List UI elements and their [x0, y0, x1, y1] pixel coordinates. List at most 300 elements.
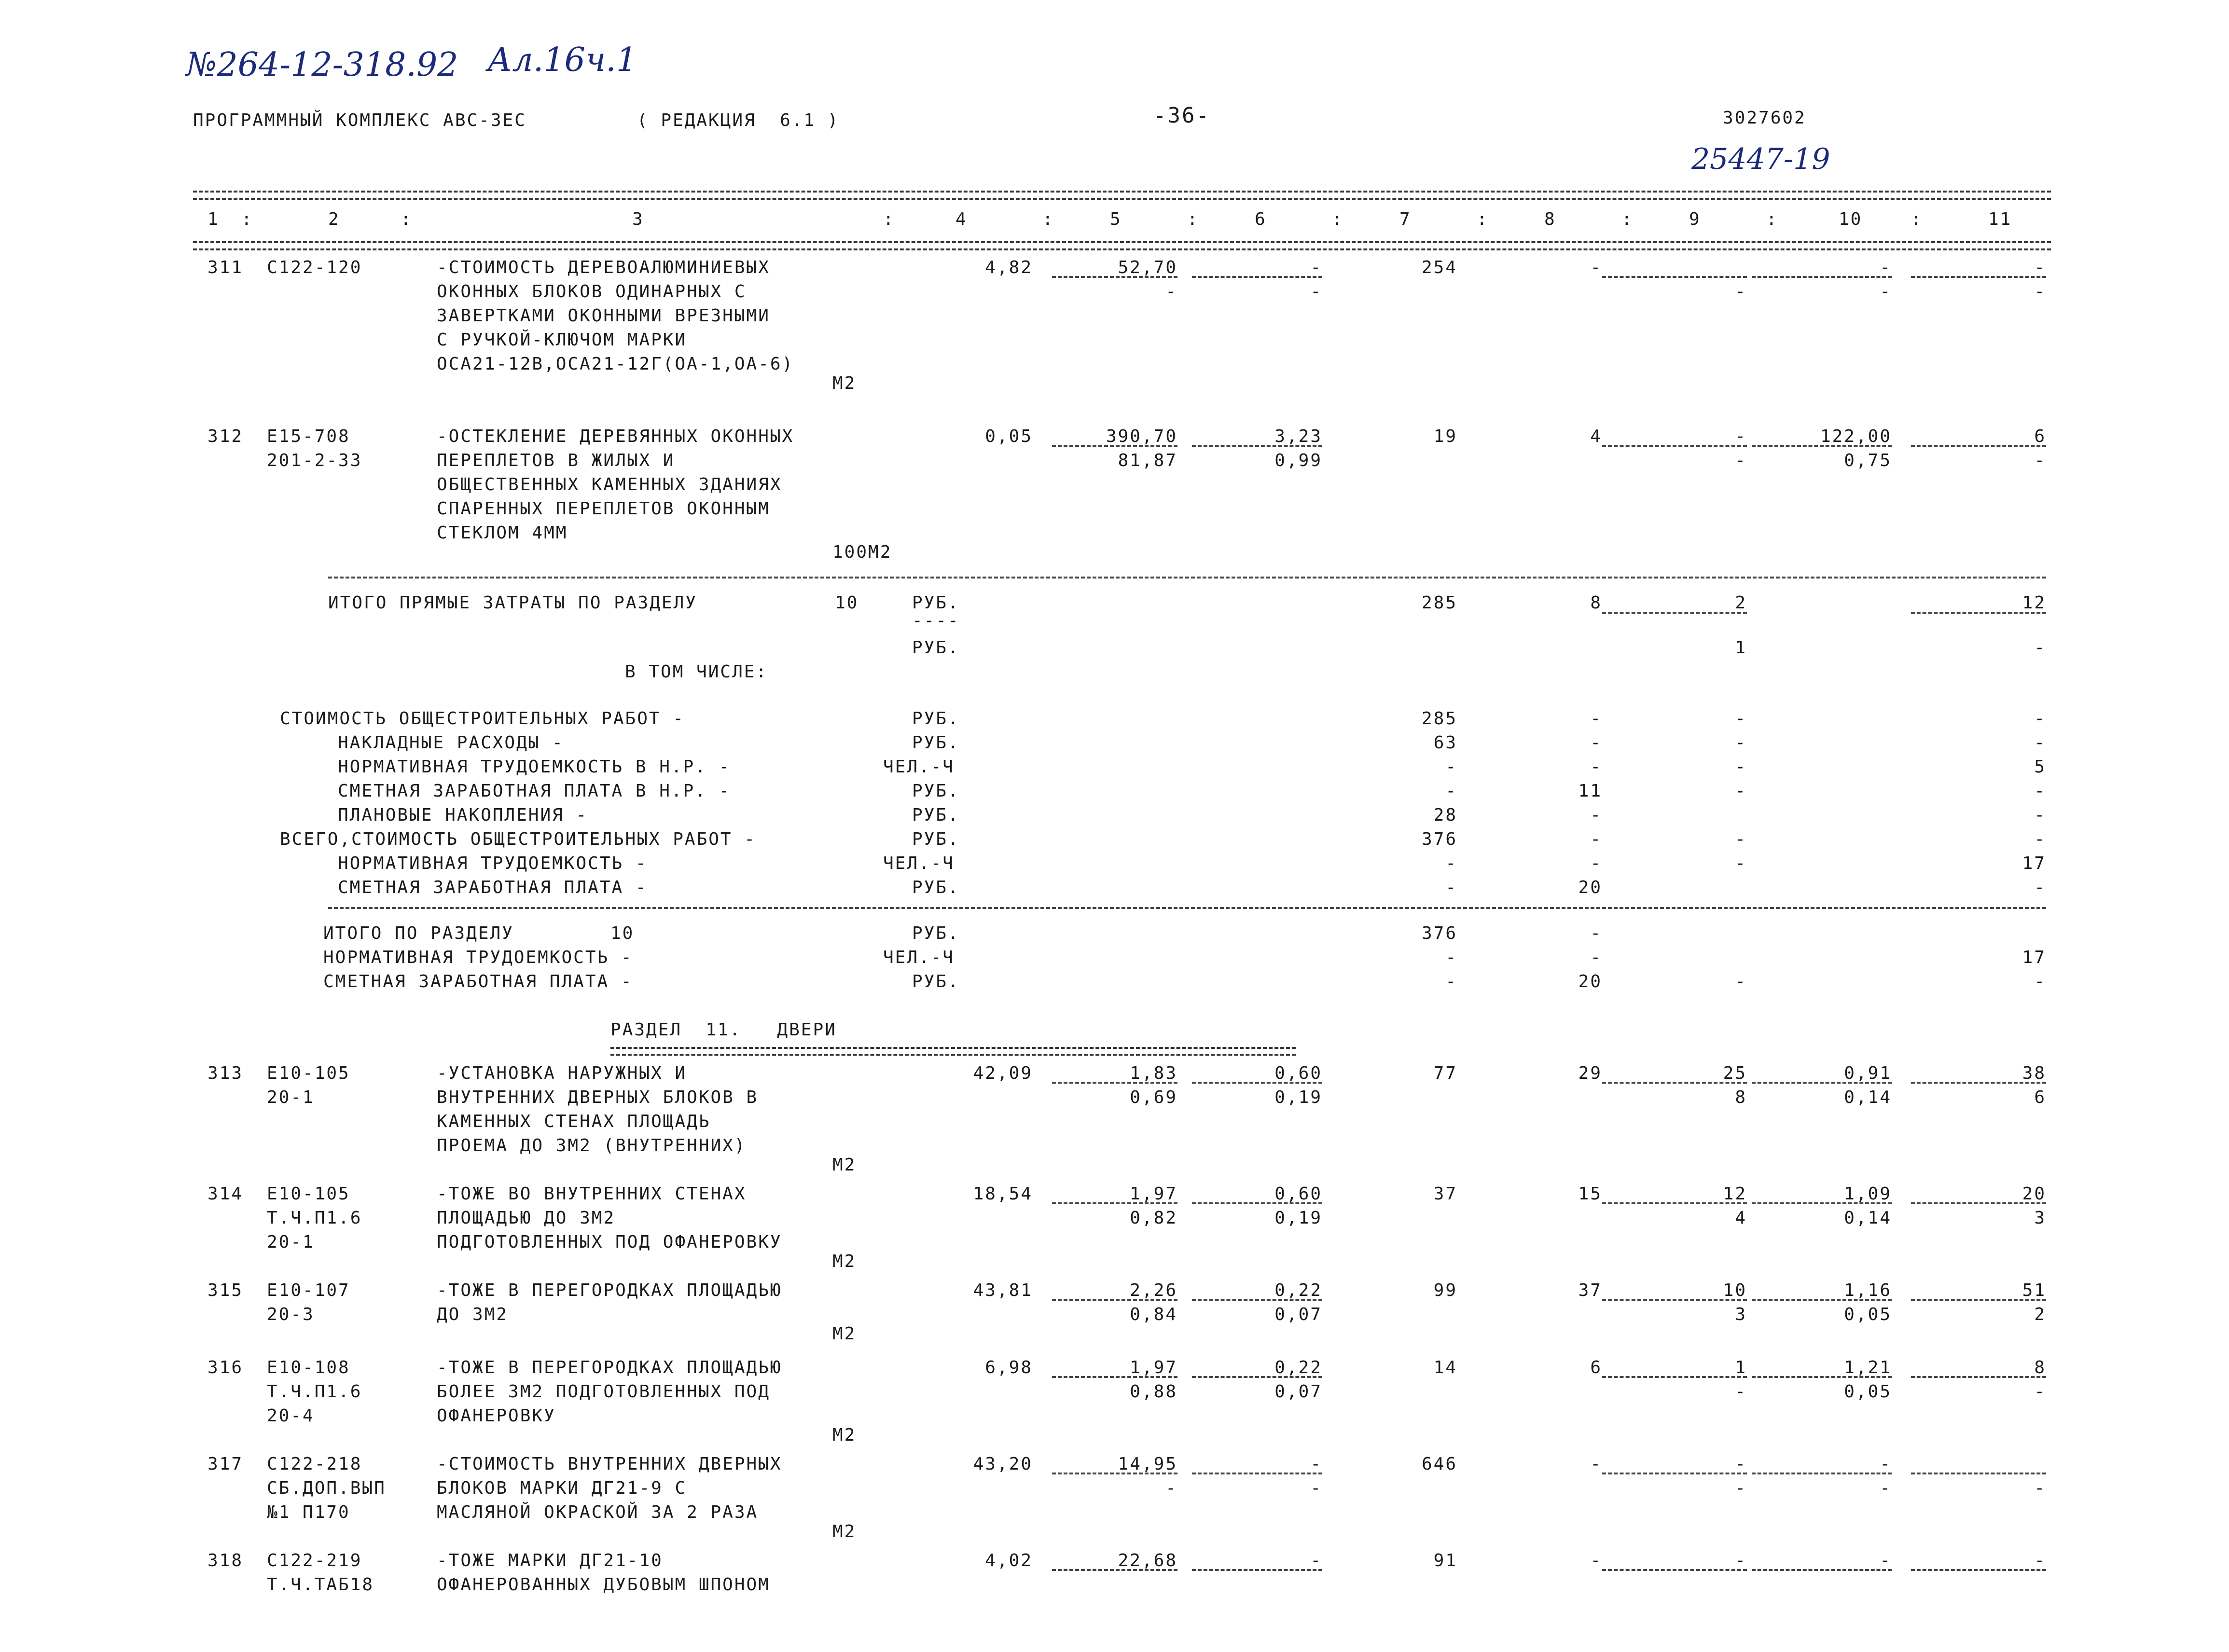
- summary-line-total-cost: -: [1445, 781, 1457, 801]
- item-313-code: Е10-105: [267, 1063, 350, 1083]
- item-316-wages: 6: [1590, 1358, 1602, 1377]
- item-316-description: -ТОЖЕ В ПЕРЕГОРОДКАХ ПЛОЩАДЬЮ: [437, 1358, 782, 1377]
- item-312-total-cost: 19: [1433, 427, 1457, 446]
- item-312-sub-rule: [1911, 445, 2046, 447]
- item-313-sub-rule: [1752, 1082, 1892, 1084]
- item-311-labor-machine-unit: -: [1880, 282, 1892, 302]
- item-312-code: Е15-708: [267, 427, 350, 446]
- item-318-sub-rule: [1602, 1569, 1747, 1571]
- item-315-sub-rule: [1052, 1299, 1177, 1301]
- item-312-labor-machine-unit: 0,75: [1844, 451, 1892, 470]
- section-title-underline: [610, 1047, 1296, 1056]
- summary-line-machine: -: [1735, 854, 1747, 873]
- section-total-cost: -: [1445, 972, 1457, 991]
- summary-line-label: ВСЕГО,СТОИМОСТЬ ОБЩЕСТРОИТЕЛЬНЫХ РАБОТ -: [280, 829, 756, 849]
- totals-unit-divider: ----: [912, 611, 960, 631]
- item-317-sub-rule: [1911, 1473, 2046, 1474]
- totals-rule: [328, 577, 2046, 578]
- item-314-number: 314: [208, 1184, 244, 1204]
- totals-machine: 2: [1735, 593, 1747, 613]
- summary-line-label: НОРМАТИВНАЯ ТРУДОЕМКОСТЬ -: [338, 854, 648, 873]
- item-317-sub-rule: [1052, 1473, 1177, 1474]
- summary-line-machine: -: [1735, 757, 1747, 777]
- item-312-machine-wage: 0,99: [1274, 451, 1322, 470]
- item-314-machine-wage-total: 4: [1735, 1208, 1747, 1228]
- item-313-description: -УСТАНОВКА НАРУЖНЫХ И: [437, 1063, 687, 1083]
- item-317-labor-machine-total: -: [2034, 1478, 2046, 1498]
- item-311-labor-unit: -: [1880, 258, 1892, 277]
- item-316-unit: М2: [832, 1425, 857, 1445]
- item-318-wages: -: [1590, 1551, 1602, 1570]
- item-311-description: -СТОИМОСТЬ ДЕРЕВОАЛЮМИНИЕВЫХ: [437, 258, 770, 277]
- section-total-cost: 376: [1421, 923, 1457, 943]
- summary-line-unit: РУБ.: [912, 829, 960, 849]
- item-314-total-cost: 37: [1433, 1184, 1457, 1204]
- item-313-description: ПРОЕМА ДО 3М2 (ВНУТРЕННИХ): [437, 1136, 747, 1156]
- item-317-machine-wage-total: -: [1735, 1478, 1747, 1498]
- section-total-rule: [328, 907, 2046, 909]
- item-311-description: С РУЧКОЙ-КЛЮЧОМ МАРКИ: [437, 330, 687, 350]
- item-312-wages: 4: [1590, 427, 1602, 446]
- item-317-code: СБ.ДОП.ВЫП: [267, 1478, 386, 1498]
- item-312-description: СТЕКЛОМ 4ММ: [437, 523, 568, 543]
- item-312-quantity: 0,05: [985, 427, 1033, 446]
- summary-line-total-cost: -: [1445, 878, 1457, 897]
- summary-line-label: ПЛАНОВЫЕ НАКОПЛЕНИЯ -: [338, 805, 588, 825]
- item-316-machine-wage-total: -: [1735, 1382, 1747, 1402]
- summary-line-label: СТОИМОСТЬ ОБЩЕСТРОИТЕЛЬНЫХ РАБОТ -: [280, 709, 685, 729]
- item-314-code: Е10-105: [267, 1184, 350, 1204]
- section-total-label: НОРМАТИВНАЯ ТРУДОЕМКОСТЬ -: [323, 948, 633, 967]
- column-header-1: 1: [208, 209, 220, 229]
- summary-line-unit: ЧЕЛ.-Ч: [883, 757, 955, 777]
- summary-line-unit: РУБ.: [912, 878, 960, 897]
- section-total-labor: -: [2034, 972, 2046, 991]
- item-317-machine-total: -: [1735, 1454, 1747, 1474]
- summary-line-wages: -: [1590, 709, 1602, 729]
- item-314-quantity: 18,54: [973, 1184, 1033, 1204]
- item-312-sub-rule: [1052, 445, 1177, 447]
- summary-line-wages: 20: [1578, 878, 1602, 897]
- item-312-sub-rule: [1602, 445, 1747, 447]
- item-317-machine-wage: -: [1310, 1478, 1322, 1498]
- section-title: РАЗДЕЛ 11. ДВЕРИ: [610, 1020, 837, 1040]
- item-316-labor-unit: 1,21: [1844, 1358, 1892, 1377]
- item-316-labor-machine-unit: 0,05: [1844, 1382, 1892, 1402]
- item-317-description: МАСЛЯНОЙ ОКРАСКОЙ ЗА 2 РАЗА: [437, 1502, 759, 1522]
- section-total-unit: РУБ.: [912, 972, 960, 991]
- summary-line-labor: -: [2034, 781, 2046, 801]
- document-code: 3027602: [1723, 108, 1806, 128]
- item-316-labor-machine-total: -: [2034, 1382, 2046, 1402]
- item-311-description: ЗАВЕРТКАМИ ОКОННЫМИ ВРЕЗНЫМИ: [437, 306, 770, 326]
- item-312-unit-cost: 390,70: [1106, 427, 1177, 446]
- item-313-total-cost: 77: [1433, 1063, 1457, 1083]
- item-318-unit-cost: 22,68: [1118, 1551, 1177, 1570]
- item-313-sub-rule: [1052, 1082, 1177, 1084]
- summary-line-labor: 17: [2022, 854, 2046, 873]
- summary-line-machine: -: [1735, 829, 1747, 849]
- item-313-labor-unit: 0,91: [1844, 1063, 1892, 1083]
- item-314-description: ПОДГОТОВЛЕННЫХ ПОД ОФАНЕРОВКУ: [437, 1232, 782, 1252]
- item-315-labor-total: 51: [2022, 1280, 2046, 1300]
- item-311-quantity: 4,82: [985, 258, 1033, 277]
- item-313-labor-machine-total: 6: [2034, 1088, 2046, 1107]
- totals-unit: РУБ.: [912, 593, 960, 613]
- column-header-3: 3: [632, 209, 644, 229]
- item-314-wages: 15: [1578, 1184, 1602, 1204]
- summary-line-wages: -: [1590, 854, 1602, 873]
- item-315-wages: 37: [1578, 1280, 1602, 1300]
- item-318-description: ОФАНЕРОВАННЫХ ДУБОВЫМ ШПОНОМ: [437, 1575, 770, 1595]
- including-heading: В ТОМ ЧИСЛЕ:: [625, 662, 768, 682]
- item-318-sub-rule: [1052, 1569, 1177, 1571]
- summary-line-wages: -: [1590, 733, 1602, 753]
- summary-line-total-cost: 376: [1421, 829, 1457, 849]
- item-315-quantity: 43,81: [973, 1280, 1033, 1300]
- item-313-sub-rule: [1602, 1082, 1747, 1084]
- column-header-5: 5: [1110, 209, 1122, 229]
- column-divider: :: [883, 209, 895, 229]
- item-316-sub-rule: [1602, 1376, 1747, 1378]
- item-311-unit-wage: -: [1165, 282, 1177, 302]
- item-316-sub-rule: [1752, 1376, 1892, 1378]
- item-312-unit: 100М2: [832, 542, 892, 562]
- item-313-machine-total: 25: [1723, 1063, 1747, 1083]
- item-312-labor-unit: 122,00: [1820, 427, 1892, 446]
- item-311-sub-rule: [1192, 276, 1322, 278]
- item-312-code: 201-2-33: [267, 451, 362, 470]
- item-311-unit-cost: 52,70: [1118, 258, 1177, 277]
- item-313-labor-machine-unit: 0,14: [1844, 1088, 1892, 1107]
- column-divider: :: [1911, 209, 1923, 229]
- top-rule-2: [193, 198, 2051, 200]
- column-divider: :: [1766, 209, 1778, 229]
- item-318-number: 318: [208, 1551, 244, 1570]
- column-divider: :: [401, 209, 413, 229]
- item-311-sub-rule: [1911, 276, 2046, 278]
- item-311-description: ОСА21-12В,ОСА21-12Г(ОА-1,ОА-6): [437, 354, 794, 374]
- item-318-sub-rule: [1752, 1569, 1892, 1571]
- item-318-description: -ТОЖЕ МАРКИ ДГ21-10: [437, 1551, 663, 1570]
- header-rule-2: [193, 248, 2051, 250]
- item-311-code: С122-120: [267, 258, 362, 277]
- item-316-labor-total: 8: [2034, 1358, 2046, 1377]
- item-318-labor-total: -: [2034, 1551, 2046, 1570]
- column-header-10: 10: [1839, 209, 1863, 229]
- handwritten-album: Ал.16ч.1: [487, 41, 637, 79]
- program-edition: ( РЕДАКЦИЯ 6.1 ): [637, 110, 840, 130]
- item-314-machine-cost: 0,60: [1274, 1184, 1322, 1204]
- item-315-unit-wage: 0,84: [1130, 1305, 1177, 1324]
- item-313-unit-wage: 0,69: [1130, 1088, 1177, 1107]
- item-315-labor-unit: 1,16: [1844, 1280, 1892, 1300]
- item-318-sub-rule: [1192, 1569, 1322, 1571]
- item-317-number: 317: [208, 1454, 244, 1474]
- item-318-machine-total: -: [1735, 1551, 1747, 1570]
- summary-line-total-cost: 28: [1433, 805, 1457, 825]
- item-315-code: 20-3: [267, 1305, 315, 1324]
- item-315-machine-total: 10: [1723, 1280, 1747, 1300]
- summary-line-wages: -: [1590, 757, 1602, 777]
- summary-line-labor: -: [2034, 805, 2046, 825]
- item-317-sub-rule: [1602, 1473, 1747, 1474]
- item-317-unit-cost: 14,95: [1118, 1454, 1177, 1474]
- item-314-unit-cost: 1,97: [1130, 1184, 1177, 1204]
- summary-line-label: СМЕТНАЯ ЗАРАБОТНАЯ ПЛАТА В Н.Р. -: [338, 781, 731, 801]
- item-315-unit: М2: [832, 1324, 857, 1344]
- item-313-sub-rule: [1911, 1082, 2046, 1084]
- item-314-unit: М2: [832, 1252, 857, 1271]
- item-313-code: 20-1: [267, 1088, 315, 1107]
- item-318-labor-unit: -: [1880, 1551, 1892, 1570]
- section-total-unit: ЧЕЛ.-Ч: [883, 948, 955, 967]
- item-315-total-cost: 99: [1433, 1280, 1457, 1300]
- item-317-code: С122-218: [267, 1454, 362, 1474]
- totals-sub-rule: [1602, 612, 1747, 614]
- column-header-6: 6: [1255, 209, 1267, 229]
- item-314-labor-total: 20: [2022, 1184, 2046, 1204]
- item-318-machine-cost: -: [1310, 1551, 1322, 1570]
- item-317-sub-rule: [1192, 1473, 1322, 1474]
- item-311-number: 311: [208, 258, 244, 277]
- section-total-label: ИТОГО ПО РАЗДЕЛУ: [323, 923, 514, 943]
- column-header-8: 8: [1544, 209, 1556, 229]
- summary-line-unit: РУБ.: [912, 781, 960, 801]
- item-314-unit-wage: 0,82: [1130, 1208, 1177, 1228]
- item-316-sub-rule: [1911, 1376, 2046, 1378]
- item-312-machine-wage-total: -: [1735, 451, 1747, 470]
- item-312-number: 312: [208, 427, 244, 446]
- item-314-description: ПЛОЩАДЬЮ ДО 3М2: [437, 1208, 616, 1228]
- summary-line-wages: 11: [1578, 781, 1602, 801]
- item-314-machine-total: 12: [1723, 1184, 1747, 1204]
- item-313-machine-cost: 0,60: [1274, 1063, 1322, 1083]
- summary-line-labor: -: [2034, 733, 2046, 753]
- totals-sub-rule: [1911, 612, 2046, 614]
- summary-line-labor: -: [2034, 829, 2046, 849]
- section-total-labor: 17: [2022, 948, 2046, 967]
- column-divider: :: [1332, 209, 1344, 229]
- item-316-quantity: 6,98: [985, 1358, 1033, 1377]
- totals-labor: 12: [2022, 593, 2046, 613]
- item-312-description: ОБЩЕСТВЕННЫХ КАМЕННЫХ ЗДАНИЯХ: [437, 475, 782, 495]
- item-312-description: ПЕРЕПЛЕТОВ В ЖИЛЫХ И: [437, 451, 675, 470]
- column-divider: :: [1042, 209, 1054, 229]
- item-318-sub-rule: [1911, 1569, 2046, 1571]
- summary-line-wages: -: [1590, 829, 1602, 849]
- column-divider: :: [1187, 209, 1199, 229]
- item-317-machine-cost: -: [1310, 1454, 1322, 1474]
- item-316-code: Т.Ч.П1.6: [267, 1382, 362, 1402]
- section-total-wages: 20: [1578, 972, 1602, 991]
- top-rule: [193, 191, 2051, 193]
- item-315-description: ДО 3М2: [437, 1305, 509, 1324]
- item-315-number: 315: [208, 1280, 244, 1300]
- item-314-code: 20-1: [267, 1232, 315, 1252]
- item-315-description: -ТОЖЕ В ПЕРЕГОРОДКАХ ПЛОЩАДЬЮ: [437, 1280, 782, 1300]
- item-314-sub-rule: [1911, 1202, 2046, 1204]
- summary-line-total-cost: -: [1445, 757, 1457, 777]
- item-316-description: ОФАНЕРОВКУ: [437, 1406, 556, 1426]
- item-312-labor-machine-total: -: [2034, 451, 2046, 470]
- summary-line-labor: -: [2034, 709, 2046, 729]
- item-312-machine-total: -: [1735, 427, 1747, 446]
- section-total-wages: -: [1590, 923, 1602, 943]
- item-317-unit: М2: [832, 1522, 857, 1542]
- column-divider: :: [1477, 209, 1489, 229]
- program-name: ПРОГРАММНЫЙ КОМПЛЕКС АВС-3ЕС: [193, 110, 526, 130]
- totals-section-number: 10: [835, 593, 859, 613]
- summary-line-total-cost: 63: [1433, 733, 1457, 753]
- item-317-labor-machine-unit: -: [1880, 1478, 1892, 1498]
- item-316-number: 316: [208, 1358, 244, 1377]
- item-314-sub-rule: [1192, 1202, 1322, 1204]
- totals-wages: 8: [1590, 593, 1602, 613]
- item-313-wages: 29: [1578, 1063, 1602, 1083]
- item-313-sub-rule: [1192, 1082, 1322, 1084]
- item-317-description: БЛОКОВ МАРКИ ДГ21-9 С: [437, 1478, 687, 1498]
- item-311-machine-wage-total: -: [1735, 282, 1747, 302]
- item-315-sub-rule: [1911, 1299, 2046, 1301]
- summary-line-machine: -: [1735, 781, 1747, 801]
- item-311-unit: М2: [832, 373, 857, 393]
- item-314-machine-wage: 0,19: [1274, 1208, 1322, 1228]
- summary-line-unit: ЧЕЛ.-Ч: [883, 854, 955, 873]
- item-315-code: Е10-107: [267, 1280, 350, 1300]
- item-316-code: Е10-108: [267, 1358, 350, 1377]
- summary-line-unit: РУБ.: [912, 709, 960, 729]
- item-313-machine-wage: 0,19: [1274, 1088, 1322, 1107]
- item-316-description: БОЛЕЕ 3М2 ПОДГОТОВЛЕННЫХ ПОД: [437, 1382, 770, 1402]
- item-313-labor-total: 38: [2022, 1063, 2046, 1083]
- header-rule: [193, 241, 2051, 243]
- summary-line-wages: -: [1590, 805, 1602, 825]
- summary-line-unit: РУБ.: [912, 733, 960, 753]
- item-315-unit-cost: 2,26: [1130, 1280, 1177, 1300]
- section-total-machine: -: [1735, 972, 1747, 991]
- column-header-2: 2: [328, 209, 340, 229]
- item-314-labor-unit: 1,09: [1844, 1184, 1892, 1204]
- item-314-code: Т.Ч.П1.6: [267, 1208, 362, 1228]
- summary-line-label: НАКЛАДНЫЕ РАСХОДЫ -: [338, 733, 564, 753]
- item-314-labor-machine-total: 3: [2034, 1208, 2046, 1228]
- item-314-sub-rule: [1052, 1202, 1177, 1204]
- summary-line-total-cost: -: [1445, 854, 1457, 873]
- item-314-description: -ТОЖЕ ВО ВНУТРЕННИХ СТЕНАХ: [437, 1184, 747, 1204]
- section-total-number: 10: [610, 923, 635, 943]
- item-317-sub-rule: [1752, 1473, 1892, 1474]
- item-315-labor-machine-unit: 0,05: [1844, 1305, 1892, 1324]
- item-313-machine-wage-total: 8: [1735, 1088, 1747, 1107]
- summary-line-unit: РУБ.: [912, 805, 960, 825]
- summary-line-machine: -: [1735, 733, 1747, 753]
- item-316-sub-rule: [1192, 1376, 1322, 1378]
- section-total-cost: -: [1445, 948, 1457, 967]
- item-312-sub-rule: [1752, 445, 1892, 447]
- item-316-unit-wage: 0,88: [1130, 1382, 1177, 1402]
- column-header-4: 4: [955, 209, 968, 229]
- item-313-quantity: 42,09: [973, 1063, 1033, 1083]
- item-314-labor-machine-unit: 0,14: [1844, 1208, 1892, 1228]
- item-317-unit-wage: -: [1165, 1478, 1177, 1498]
- totals-unit-2: РУБ.: [912, 638, 960, 658]
- item-312-labor-total: 6: [2034, 427, 2046, 446]
- item-313-unit-cost: 1,83: [1130, 1063, 1177, 1083]
- item-317-wages: -: [1590, 1454, 1602, 1474]
- item-312-unit-wage: 81,87: [1118, 451, 1177, 470]
- item-316-machine-wage: 0,07: [1274, 1382, 1322, 1402]
- item-318-total-cost: 91: [1433, 1551, 1457, 1570]
- item-317-labor-unit: -: [1880, 1454, 1892, 1474]
- item-317-code: №1 П170: [267, 1502, 350, 1522]
- summary-line-labor: 5: [2034, 757, 2046, 777]
- item-311-sub-rule: [1052, 276, 1177, 278]
- item-312-sub-rule: [1192, 445, 1322, 447]
- item-315-labor-machine-total: 2: [2034, 1305, 2046, 1324]
- item-318-code: С122-219: [267, 1551, 362, 1570]
- item-311-total-cost: 254: [1421, 258, 1457, 277]
- totals-label: ИТОГО ПРЯМЫЕ ЗАТРАТЫ ПО РАЗДЕЛУ: [328, 593, 697, 613]
- totals-total-cost: 285: [1421, 593, 1457, 613]
- summary-line-labor: -: [2034, 878, 2046, 897]
- item-315-machine-wage-total: 3: [1735, 1305, 1747, 1324]
- item-311-sub-rule: [1752, 276, 1892, 278]
- item-311-machine-wage: -: [1310, 282, 1322, 302]
- item-315-sub-rule: [1192, 1299, 1322, 1301]
- item-316-machine-cost: 0,22: [1274, 1358, 1322, 1377]
- item-313-number: 313: [208, 1063, 244, 1083]
- column-header-9: 9: [1689, 209, 1701, 229]
- summary-line-machine: -: [1735, 709, 1747, 729]
- item-316-total-cost: 14: [1433, 1358, 1457, 1377]
- item-315-machine-wage: 0,07: [1274, 1305, 1322, 1324]
- item-317-quantity: 43,20: [973, 1454, 1033, 1474]
- column-header-11: 11: [1988, 209, 2012, 229]
- summary-line-total-cost: 285: [1421, 709, 1457, 729]
- item-315-sub-rule: [1752, 1299, 1892, 1301]
- item-317-description: -СТОИМОСТЬ ВНУТРЕННИХ ДВЕРНЫХ: [437, 1454, 782, 1474]
- item-312-description: СПАРЕННЫХ ПЕРЕПЛЕТОВ ОКОННЫМ: [437, 499, 770, 519]
- handwritten-code: №264-12-318.92: [186, 46, 458, 84]
- item-311-sub-rule: [1602, 276, 1747, 278]
- totals-machine-wage: 1: [1735, 638, 1747, 658]
- item-315-sub-rule: [1602, 1299, 1747, 1301]
- item-313-description: ВНУТРЕННИХ ДВЕРНЫХ БЛОКОВ В: [437, 1088, 759, 1107]
- item-311-labor-total: -: [2034, 258, 2046, 277]
- section-total-wages: -: [1590, 948, 1602, 967]
- item-315-machine-cost: 0,22: [1274, 1280, 1322, 1300]
- section-total-unit: РУБ.: [912, 923, 960, 943]
- section-total-label: СМЕТНАЯ ЗАРАБОТНАЯ ПЛАТА -: [323, 972, 633, 991]
- page-number: -36-: [1153, 103, 1210, 128]
- handwritten-number: 25447-19: [1691, 142, 1830, 176]
- column-header-7: 7: [1399, 209, 1412, 229]
- item-316-code: 20-4: [267, 1406, 315, 1426]
- item-311-wages: -: [1590, 258, 1602, 277]
- item-316-machine-total: 1: [1735, 1358, 1747, 1377]
- item-316-unit-cost: 1,97: [1130, 1358, 1177, 1377]
- item-313-unit: М2: [832, 1155, 857, 1175]
- totals-labor-machine: -: [2034, 638, 2046, 658]
- summary-line-label: НОРМАТИВНАЯ ТРУДОЕМКОСТЬ В Н.Р. -: [338, 757, 731, 777]
- item-314-sub-rule: [1752, 1202, 1892, 1204]
- item-311-labor-machine-total: -: [2034, 282, 2046, 302]
- item-318-quantity: 4,02: [985, 1551, 1033, 1570]
- column-divider: :: [1621, 209, 1634, 229]
- item-317-total-cost: 646: [1421, 1454, 1457, 1474]
- item-316-sub-rule: [1052, 1376, 1177, 1378]
